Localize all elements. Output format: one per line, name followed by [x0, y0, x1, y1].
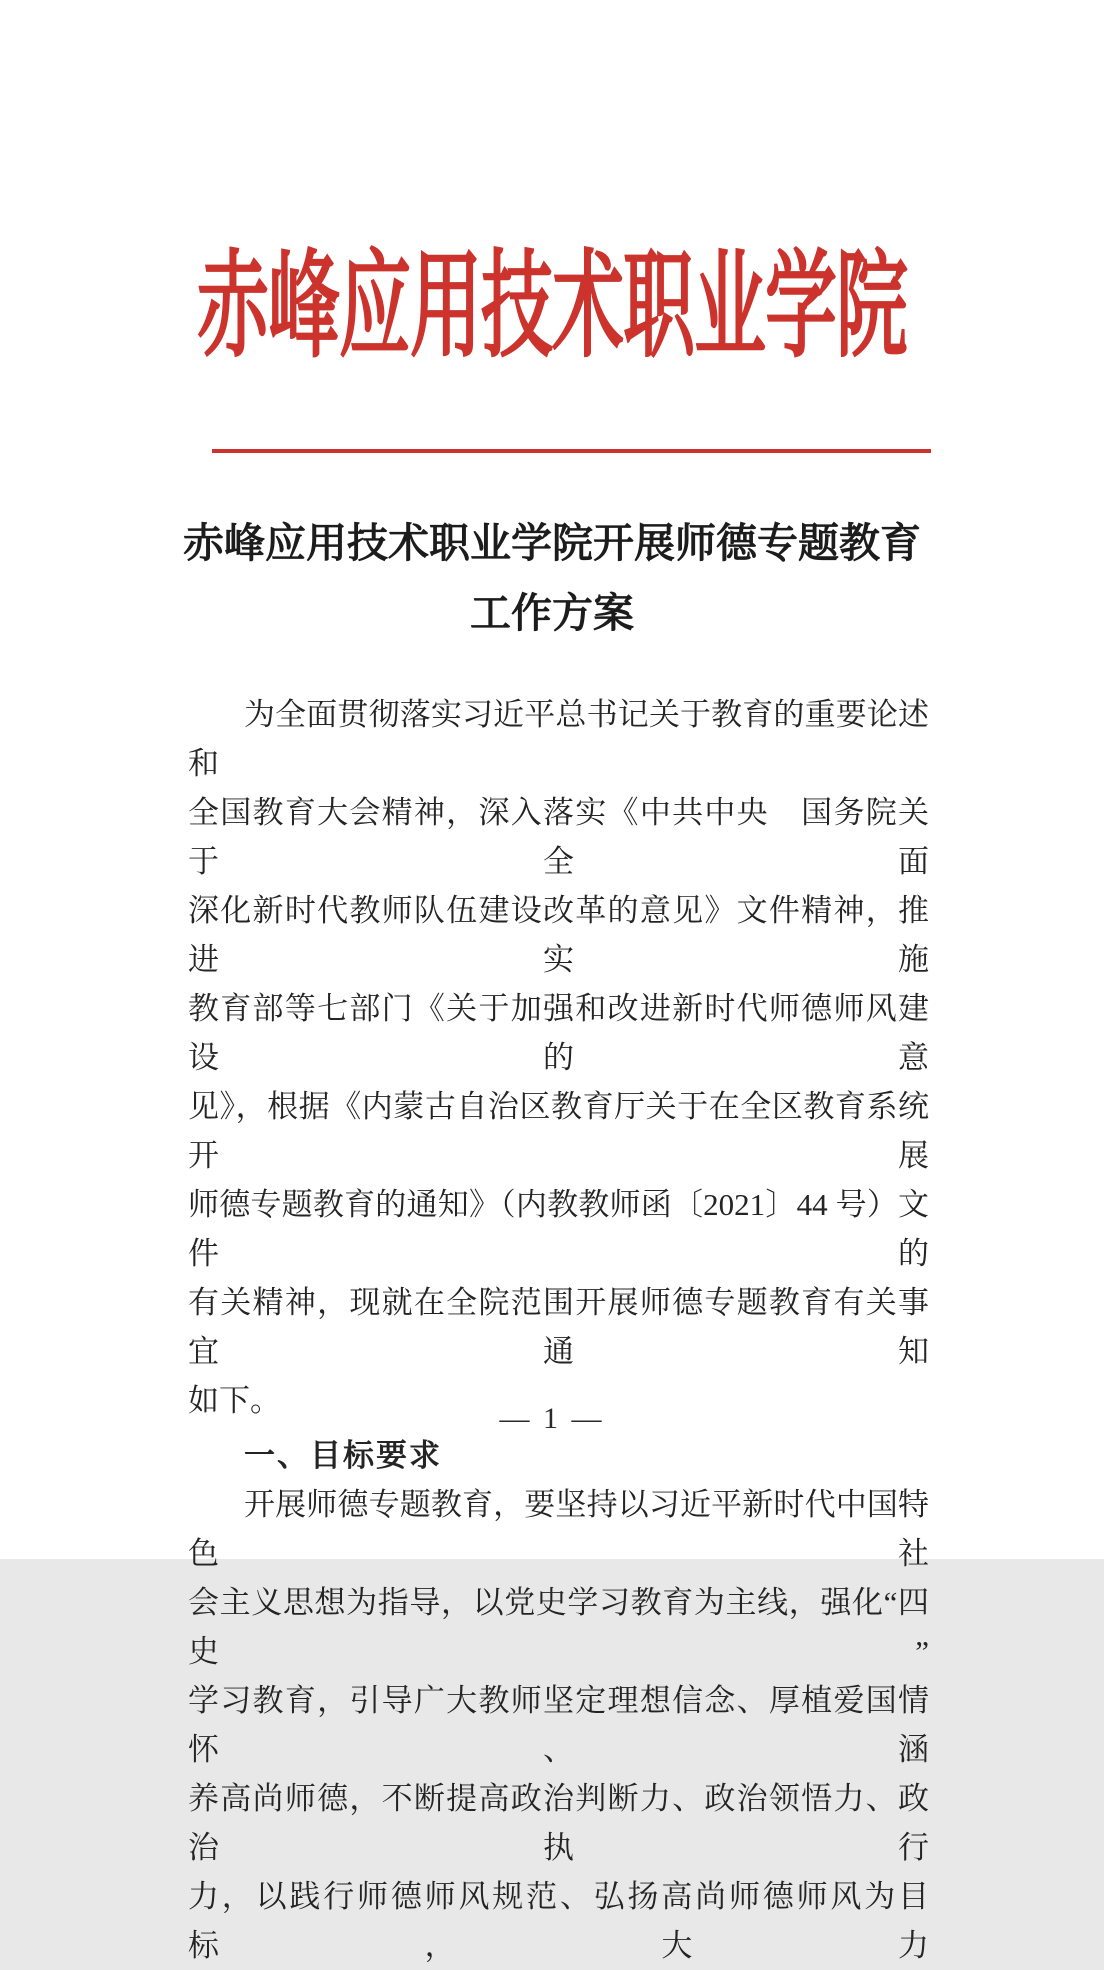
paragraph2-line: 学习教育，引导广大教师坚定理想信念、厚植爱国情怀、涵 — [188, 1683, 929, 1767]
paragraph1-line: 如下。 — [188, 1383, 281, 1418]
paragraph1-line: 深化新时代教师队伍建设改革的意见》文件精神，推进实施 — [188, 893, 929, 977]
paragraph1-line: 全国教育大会精神，深入落实《中共中央 国务院关于全面 — [188, 795, 929, 879]
document-title-line2: 工作方案 — [470, 590, 634, 636]
paragraph2-line: 开展师德专题教育，要坚持以习近平新时代中国特色社 — [188, 1487, 929, 1571]
letterhead — [0, 226, 1104, 373]
paragraph1-line: 为全面贯彻落实习近平总书记关于教育的重要论述和 — [188, 697, 929, 781]
page-number: — 1 — — [499, 1402, 605, 1435]
document-title — [0, 508, 1104, 648]
paragraph2-line: 会主义思想为指导，以党史学习教育为主线，强化“四史” — [188, 1585, 929, 1669]
document-title-line1: 赤峰应用技术职业学院开展师德专题教育 — [183, 520, 921, 566]
paragraph1-line: 有关精神，现就在全院范围开展师德专题教育有关事宜通知 — [188, 1285, 929, 1369]
paragraph1-line: 教育部等七部门《关于加强和改进新时代师德师风建设的意 — [188, 991, 929, 1075]
paragraph1-line: 见》，根据《内蒙古自治区教育厅关于在全区教育系统开展 — [188, 1089, 929, 1173]
letterhead-school-name: 赤峰应用技术职业学院 — [196, 242, 907, 373]
section-heading-goals: 一、目标要求 — [244, 1438, 442, 1473]
paragraph2-line: 养高尚师德，不断提高政治判断力、政治领悟力、政治执行 — [188, 1781, 929, 1865]
paragraph2-line: 力，以践行师德师风规范、弘扬高尚师德师风为目标，大力 — [188, 1879, 929, 1963]
document-body — [188, 690, 929, 1970]
paragraph1-line: 师德专题教育的通知》（内教教师函〔2021〕44 号）文件的 — [188, 1187, 929, 1271]
red-divider-line — [212, 449, 931, 453]
